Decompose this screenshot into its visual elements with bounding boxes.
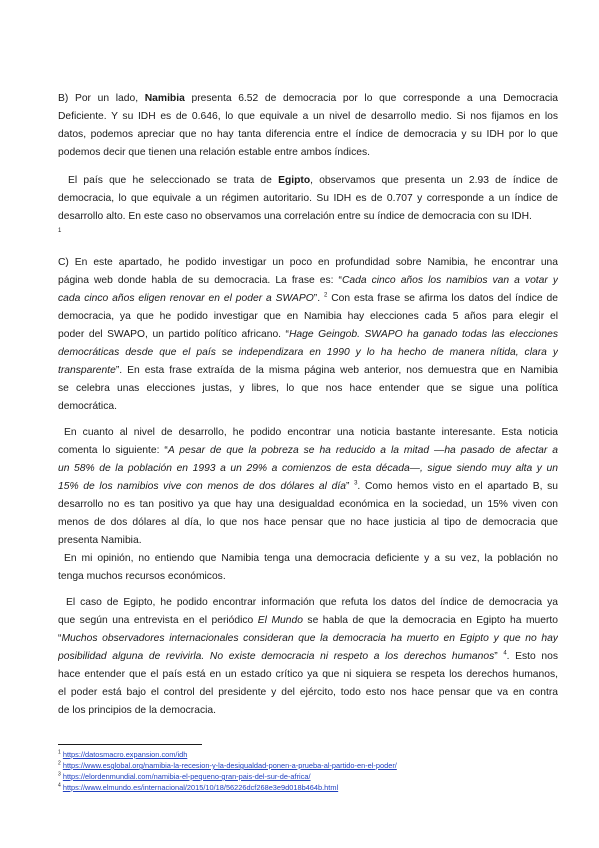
text-line: presenta Namibia. xyxy=(58,535,142,546)
text-line: Deficiente. Y su IDH es de 0.646, lo que equivale a un nivel de desarrollo medio. Si nos fijamos en los xyxy=(58,111,558,122)
paragraph-b-namibia xyxy=(58,90,558,162)
text-line: democrática. xyxy=(58,401,117,412)
footnote: $^1$ https://datosmacro.expansion.com/idh xyxy=(58,749,188,759)
text-line: posibilidad alguna de revivirla. No existe democracia ni respeto a los derechos humanos” $^4$. Esto nos xyxy=(58,650,558,662)
text-line: que según una entrevista en el periódico El Mundo se habla de que la democracia en Egipto ha muerto xyxy=(58,615,558,626)
text-line: desarrollo no es tan positivo ya que hay una desigualdad económica en la sociedad, un 15% viven con xyxy=(58,499,558,510)
text-line: democracia, lo que equivale a un régimen autoritario. Su IDH es de 0.707 y corresponde a un índice de xyxy=(58,193,558,204)
footnote: $^3$ https://elordenmundial.com/namibia-el-pequeno-gran-pais-del-sur-de-africa/ xyxy=(58,771,311,781)
footnote-separator xyxy=(58,744,202,745)
footnote-link[interactable]: https://elordenmundial.com/namibia-el-pequeno-gran-pais-del-sur-de-africa/ xyxy=(62,772,311,781)
footnote: $^2$ https://www.esglobal.org/namibia-la-recesion-y-la-desigualdad-ponen-a-prueba-al-partido-en-el-poder/ xyxy=(58,760,397,770)
text-line: B) Por un lado, Namibia presenta 6.52 de democracia por lo que corresponde a una Democracia xyxy=(58,93,558,104)
text-line: de los principios de la democracia. xyxy=(58,705,216,716)
footnote-link[interactable]: https://www.esglobal.org/namibia-la-recesion-y-la-desigualdad-ponen-a-prueba-al-partido-en-el-poder/ xyxy=(62,761,397,770)
paragraph-c-egipto xyxy=(58,594,558,720)
text-line: transparente”. En esta frase extraída de la misma página web anterior, nos demuestra que en Namibia xyxy=(58,365,558,376)
text-line: menos de dos dólares al día, lo que nos hace pensar que no hace justicia al tipo de democracia que xyxy=(58,517,558,528)
text-line: 15% de los namibios vive con menos de dos dólares al día” $^3$. Como hemos visto en el apartado B, su xyxy=(58,480,558,492)
text-line: página web donde habla de su democracia. La frase es: “Cada cinco años los namibios van a votar y xyxy=(58,275,558,286)
footnote-ref: 1 xyxy=(58,228,62,234)
text-line: el poder está bajo el control del presidente y del ejército, todo esto nos hace pensar que va en contra xyxy=(58,687,558,698)
text-line: En cuanto al nivel de desarrollo, he podido encontrar una noticia bastante interesante. Esta noticia xyxy=(64,427,558,438)
footnote-link[interactable]: https://www.elmundo.es/internacional/2015/10/18/56226dcf268e3e9d018b464b.html xyxy=(62,783,339,792)
text-line: democracia, ya que he podido investigar que en Namibia hay elecciones cada 5 años para elegir el xyxy=(58,311,558,322)
text-line: C) En este apartado, he podido investigar un poco en profundidad sobre Namibia, he encontrar una xyxy=(58,257,558,268)
text-line: un 58% de la población en 1993 a un 29% a comienzos de esta década—, sigue siendo muy alta y un xyxy=(58,463,558,474)
text-line: “Muchos observadores internacionales consideran que la democracia ha muerto en Egipto y que no hay xyxy=(58,633,558,644)
footnote-ref: 3 xyxy=(354,480,358,487)
text-line: En mi opinión, no entiendo que Namibia tenga una democracia deficiente y a su vez, la población no xyxy=(64,553,558,564)
footnote-ref: 4 xyxy=(503,650,507,657)
text-line: cada cinco años eligen renovar en el poder a SWAPO”. $^2$ Con esta frase se afirma los datos del índice de xyxy=(58,292,558,304)
paragraph-c-namibia-democracia xyxy=(58,254,558,416)
paragraph-b-egipto xyxy=(58,172,558,236)
text-line: El país que he seleccionado se trata de Egipto, observamos que presenta un 2.93 de índice de xyxy=(68,175,558,186)
text-line: democráticas desde que el país se independizara en 1990 y lo ha hecho de manera nítida, clara y xyxy=(58,347,558,358)
text-line: comenta lo siguiente: “A pesar de que la pobreza se ha reducido a la mitad —ha pasado de afectar a xyxy=(58,445,558,456)
text-line: tenga muchos recursos económicos. xyxy=(58,571,226,582)
text-line: datos, podemos apreciar que no hay tanta diferencia entre el índice de democracia y su IDH por lo que xyxy=(58,129,558,140)
paragraph-c-namibia-desarrollo xyxy=(58,424,558,586)
text-line: podemos decir que tienen una relación estable entre ambos índices. xyxy=(58,147,370,158)
footnote-ref: 2 xyxy=(323,292,328,299)
footnote-link[interactable]: https://datosmacro.expansion.com/idh xyxy=(62,750,188,759)
text-line: poder del SWAPO, un partido político africano. “Hage Geingob. SWAPO ha ganado todas las elecciones xyxy=(58,329,558,340)
footnote: $^4$ https://www.elmundo.es/internacional/2015/10/18/56226dcf268e3e9d018b464b.html xyxy=(58,782,339,792)
text-line: hace entender que el país está en un estado crítico ya que ni siquiera se respeta los derechos humanos, xyxy=(58,669,558,680)
text-line: El caso de Egipto, he podido encontrar información que refuta los datos del índice de democracia ya xyxy=(66,597,558,608)
text-line: desarrollo alto. En este caso no observamos una correlación entre su índice de democracia con su IDH. xyxy=(58,211,532,222)
text-line: se celebra unas elecciones justas, y libres, lo que nos hace entender que se sigue una política xyxy=(58,383,558,394)
